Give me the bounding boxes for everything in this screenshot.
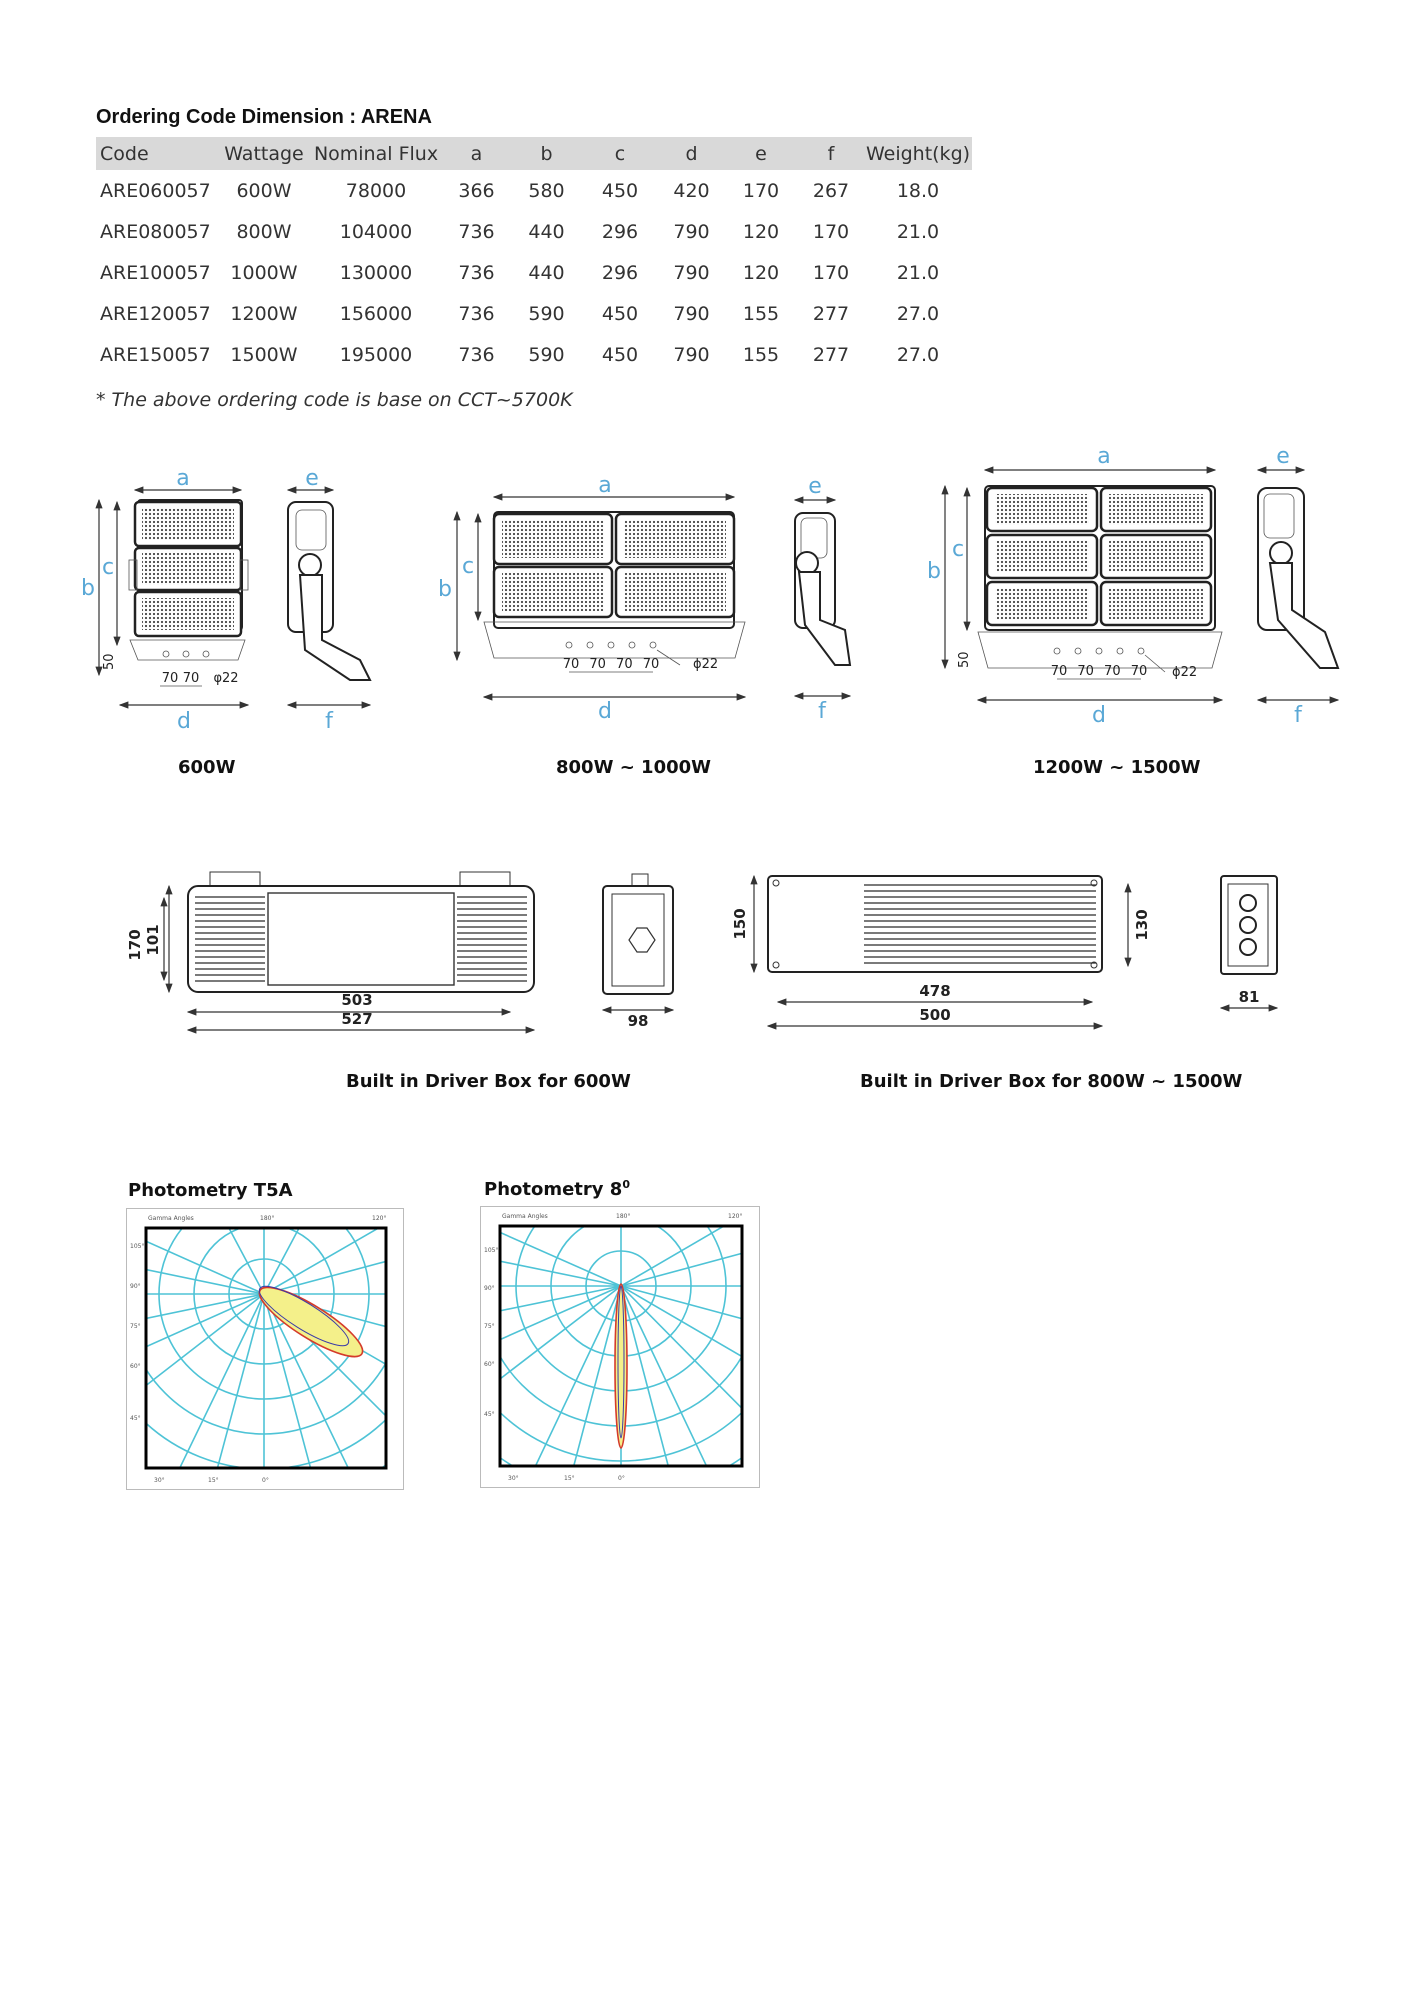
angle-105-left-label: 105° [130,1243,145,1250]
cell-c: 450 [601,343,639,366]
ordering-table [96,137,972,375]
cell-f: 170 [812,220,850,243]
dim-b-label: b [81,576,95,601]
cell-code: ARE060057 [100,179,211,202]
section-title: Ordering Code Dimension : ARENA [96,106,432,128]
dim-478-label: 478 [919,982,951,1000]
angle-45-left-label: 45° [130,1415,141,1422]
angle-0-label: 0° [262,1477,269,1484]
cell-c: 450 [601,302,639,325]
dim-70a-label: 70 [161,671,179,686]
cell-d: 790 [673,343,710,366]
photometry-8deg-chart [480,1206,760,1488]
cell-weight: 18.0 [896,179,940,202]
cell-e: 170 [742,179,780,202]
dim-c-label: c [101,555,115,580]
dim-503-label: 503 [341,991,373,1009]
table-header-row [96,137,972,170]
side-view-800w [795,474,850,724]
dim-d-label: d [177,709,191,734]
cell-code: ARE120057 [100,302,211,325]
header-b: b [512,137,581,170]
header-weight: Weight(kg) [864,137,972,170]
dim-d-label: d [598,699,612,724]
cell-b: 590 [528,302,565,325]
8deg-beam-pattern [615,1284,627,1448]
angle-75-left-label: 75° [130,1323,141,1330]
driver-800w-top-view [731,876,1151,1026]
cell-e: 155 [742,343,780,366]
angle-180-label: 180° [260,1215,275,1222]
header-e: e [724,137,798,170]
dim-c-label: c [461,554,475,579]
table-row [96,170,972,211]
caption-800w-1000w: 800W ~ 1000W [556,757,711,778]
cell-f: 277 [812,343,850,366]
angle-60-left-label: 60° [130,1363,141,1370]
driver-600w-top-view [126,872,534,1030]
table-row [96,334,972,375]
table-row [96,293,972,334]
front-view-1200w [927,444,1222,728]
header-d: d [659,137,724,170]
cell-f: 170 [812,261,850,284]
cell-b: 440 [528,220,565,243]
cell-a: 736 [458,343,495,366]
cell-weight: 21.0 [896,261,940,284]
dim-70-row-label: 70 70 70 70 [1050,664,1148,679]
cell-flux: 156000 [339,302,413,325]
angle-120-label: 120° [372,1215,387,1222]
dim-70-row-label: 70 70 70 70 [562,657,660,672]
cell-f: 277 [812,302,850,325]
dim-a-label: a [1097,444,1111,469]
dim-500-label: 500 [919,1006,951,1024]
driver-800w-end-view [1221,876,1277,1008]
cell-d: 420 [673,179,710,202]
dim-f-label: f [818,699,826,724]
photometry-t5a-chart [126,1208,404,1490]
driver-box-drawings [0,860,1414,1060]
cell-flux: 130000 [339,261,413,284]
cell-flux: 104000 [339,220,413,243]
angle-0-label: 0° [618,1475,625,1482]
angle-90-left-label: 90° [484,1285,495,1292]
angle-30-label: 30° [508,1475,519,1482]
angle-75-left-label: 75° [484,1323,495,1330]
cell-c: 296 [601,261,639,284]
cct-note: * The above ordering code is base on CCT~5700K [96,389,573,411]
dim-f-label: f [1294,703,1302,728]
header-nominal-flux: Nominal Flux [311,137,441,170]
cell-wattage: 1200W [230,302,298,325]
cell-code: ARE100057 [100,261,211,284]
cell-weight: 21.0 [896,220,940,243]
photometry-8deg-title-main: Photometry 8 [484,1179,623,1200]
dim-a-label: a [176,466,190,491]
cell-code: ARE080057 [100,220,211,243]
cell-wattage: 1000W [230,261,298,284]
caption-driver-800w-1500w: Built in Driver Box for 800W ~ 1500W [860,1071,1243,1092]
cell-flux: 195000 [339,343,413,366]
dim-150-label: 150 [731,908,749,940]
cell-e: 155 [742,302,780,325]
dim-phi22-label: ϕ22 [693,657,719,672]
cell-e: 120 [742,261,780,284]
caption-600w: 600W [178,757,236,778]
cell-wattage: 800W [236,220,292,243]
dim-e-label: e [808,474,822,499]
gamma-angles-label: Gamma Angles [148,1215,194,1222]
cell-e: 120 [742,220,780,243]
dim-101-label: 101 [144,924,162,956]
photometry-8deg-title [484,1178,630,1200]
cell-wattage: 600W [236,179,292,202]
dim-e-label: e [305,466,319,491]
cell-code: ARE150057 [100,343,211,366]
angle-180-label: 180° [616,1213,631,1220]
cell-weight: 27.0 [896,343,940,366]
dim-70b-label: 70 [182,671,200,686]
cell-d: 790 [673,302,710,325]
side-view-1200w [1258,444,1338,728]
front-view-800w [438,473,745,724]
cell-b: 590 [528,343,565,366]
dim-130-label: 130 [1133,909,1151,941]
dim-f-label: f [325,709,333,734]
dim-50-label: 50 [957,651,972,668]
dim-50-label: 50 [102,653,117,670]
header-code: Code [96,137,217,170]
dim-b-label: b [438,577,452,602]
front-view-600w [81,466,248,734]
dim-527-label: 527 [341,1010,373,1028]
dimension-drawings [0,440,1414,810]
cell-a: 736 [458,220,495,243]
side-view-600w [288,466,370,734]
cell-d: 790 [673,220,710,243]
angle-120-label: 120° [728,1213,743,1220]
cell-f: 267 [812,179,850,202]
driver-600w-end-view [603,874,673,1030]
photometry-t5a-title: Photometry T5A [128,1180,293,1201]
header-f: f [798,137,864,170]
angle-15-label: 15° [564,1475,575,1482]
angle-15-label: 15° [208,1477,219,1484]
angle-60-left-label: 60° [484,1361,495,1368]
dim-c-label: c [951,537,965,562]
caption-driver-600w: Built in Driver Box for 600W [346,1071,631,1092]
dim-d-label: d [1092,703,1106,728]
cell-b: 580 [528,179,565,202]
cell-a: 736 [458,302,495,325]
angle-90-left-label: 90° [130,1283,141,1290]
cell-flux: 78000 [345,179,407,202]
photometry-8deg-title-degree: 0 [622,1178,630,1191]
cell-d: 790 [673,261,710,284]
dim-e-label: e [1276,444,1290,469]
table-row [96,252,972,293]
header-a: a [441,137,512,170]
header-wattage: Wattage [217,137,311,170]
angle-105-left-label: 105° [484,1247,499,1254]
dim-98-label: 98 [627,1012,649,1030]
cell-c: 296 [601,220,639,243]
dim-81-label: 81 [1238,988,1260,1006]
angle-45-left-label: 45° [484,1411,495,1418]
gamma-angles-label: Gamma Angles [502,1213,548,1220]
dim-170-label: 170 [126,929,144,961]
dim-phi22-label: φ22 [213,671,239,686]
table-row [96,211,972,252]
cell-weight: 27.0 [896,302,940,325]
angle-30-label: 30° [154,1477,165,1484]
caption-1200w-1500w: 1200W ~ 1500W [1033,757,1201,778]
header-c: c [581,137,659,170]
dim-b-label: b [927,559,941,584]
dim-a-label: a [598,473,612,498]
cell-a: 366 [458,179,495,202]
dim-phi22-label: ϕ22 [1172,665,1198,680]
cell-a: 736 [458,261,495,284]
cell-wattage: 1500W [230,343,298,366]
cell-b: 440 [528,261,565,284]
cell-c: 450 [601,179,639,202]
